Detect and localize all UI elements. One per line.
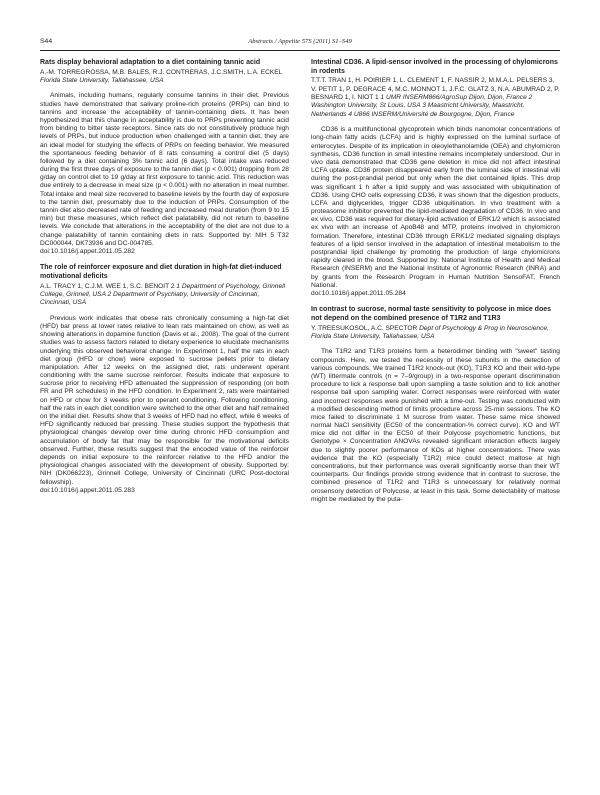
author-list: T.T.T. TRAN 1, H. POIRIER 1, L. CLEMENT 1, F. NASSIR 2, M.M.A.L. PELSERS 3, V. PETIT 1, P. DEGRACE 4, M.C. MONNOT 1, J.F.C. GLATZ 3, N.A. ABUMRAD 2, P. BESNARD 1, I. NIOT 1	[311, 77, 560, 101]
left-column	[40, 59, 289, 503]
doi-link-text[interactable]: doi:10.1016/j.appet.2011.05.284	[311, 289, 406, 297]
abstract-title: The role of reinforcer exposure and diet duration in high-fat diet-induced motivational deficits	[40, 264, 282, 280]
doi-link[interactable]	[311, 290, 560, 298]
abstract-body: Previous work indicates that obese rats chronically consuming a high-fat diet (HFD) bar press at lower rates relative to lean rats maintained on chow, as well as showing alterations in dopamine function (Davis et al., 2008). The goal of the current studies was to assess factors related to dietary experience to elucidate mechanisms underlying this observed behavioral change. In Experiment 1, half the rats in each diet group (HFD or chow) were exposed to sucrose pellets prior to dietary manipulation. After 12 weeks on the assigned diet, rats underwent operant conditioning with the same sucrose reinforcer. Results indicate that exposure to sucrose prior to receiving HFD attenuated the suppression of responding (on both FR and PR schedules) in the HFD condition. In Experiment 2, rats were maintained on HFD or chow for 3 weeks prior to operant conditioning. Following conditioning, half the rats in each diet condition were switched to the other diet and half remained on the initial diet. Results show that 3 weeks of HFD had no effect, while 6 weeks of HFD significantly reduced bar pressing. These studies support the hypothesis that physiological changes develop over time during chronic HFD consumption and accumulation of body fat that may be responsible for the motivational deficits observed. Further, these results suggest that the encoded value of the reinforcer depends on initial exposure to the reinforcer relative to the HFD and/or the physiological changes associated with the development of obesity. Supported by: NIH (DK066223), Grinnell College, University of Cincinnati (URC Post-doctoral fellowship).	[40, 314, 289, 486]
author-list: A.L. TRACY 1, C.J.M. WEE 1, S.C. BENOIT 2	[40, 282, 175, 290]
doi-link-text[interactable]: doi:10.1016/j.appet.2011.05.282	[40, 247, 135, 255]
abstract-tannic-acid	[40, 59, 289, 256]
abstract-high-fat-diet	[40, 264, 289, 495]
abstract-title: Rats display behavioral adaptation to a diet containing tannic acid	[40, 59, 261, 66]
author-affiliation: Florida State University, Tallahassee, USA	[40, 77, 164, 84]
doi-link-text[interactable]: doi:10.1016/j.appet.2011.05.283	[40, 486, 135, 494]
doi-link[interactable]	[40, 487, 289, 495]
abstract-authors	[40, 283, 289, 308]
abstract-title: Intestinal CD36. A lipid-sensor involved in the processing of chylomicrons in rodents	[311, 59, 558, 75]
page-header	[40, 38, 560, 48]
abstract-body: CD36 is a multifunctional glycoprotein which binds nanomolar concentrations of long-chain fatty acids (LCFA) and is highly expressed on the luminal surface of enterocytes. Despite of its implication in oleoylethanolamide (OEA) and chylomicron synthesis, CD36 function in small intestine remains incompletely understood. Our in vivo data demonstrated that CD36 gene deletion in mice did not affect intestinal LCFA uptake. CD36 protein disappeared early from the luminal side of intestinal villi during the post-prandial period but only when the diet contained lipids. This drop was significant 1 h after a lipid supply and was associated with ubiquitination of CD36. Using CHO cells expressing CD36, it was shown that the digestion products, LCFA and diglycerides, trigger CD36 ubiquitination. In vivo treatment with a proteasome inhibitor prevented the lipid-mediated degradation of CD36. In vivo and ex vivo, CD36 was required for dietary-lipid activation of ERK1/2 which is associated ex vivo with an increase of ApoB48 and MTP, proteins involved in chylomicron formation. Therefore, intestinal CD36 through ERK1/2 mediated signaling displays features of a lipid sensor involved in the adaptation of intestinal metabolism to the postprandial lipid challenge by promoting the production of large chylomicrons rapidly cleared in the blood. Supported by: National Institute of Health and Medical Research (INSERM) and the National Institute of Agronomic Research (INRA) and by grants from the Research Program in Human Nutrition SensoFAT, French National.	[311, 126, 560, 289]
author-affiliation: 1 UMR INSERM866/AgroSup Dijon, Dijon, France 2 Washington University, St Louis, USA 3 Maastricht University, Maastricht, Netherlands 4 U866 INSERM/Université de Bourgogne, Dijon, France	[311, 94, 533, 118]
abstract-authors	[311, 77, 560, 119]
author-list: A.-M. TORREGROSSA, M.B. BALES, R.J. CONTRERAS, J.C.SMITH, L.A. ECKEL	[40, 68, 283, 76]
abstract-authors	[40, 69, 289, 86]
header-rule	[40, 50, 560, 51]
author-affiliation: 1 Department of Psychology, Grinnell College, Grinnell, USA 2 Department of Psychiatry, University of Cincinnati, Cincinnati, USA	[40, 282, 286, 307]
abstract-authors	[311, 325, 560, 342]
right-column	[311, 59, 560, 512]
abstract-body: The T1R2 and T1R3 proteins form a heterodimer binding with "sweet" tasting compounds. Here, we tested the necessity of these subunits in the detection of various compounds. We trained T1R2 knock-out (KO), T1R3 KO and their wild-type (WT) littermate controls (n = 7–9/group) in a two-response operant discrimination procedure to lick a response ball upon sampling a taste solution and to lick another response ball upon sampling water. Correct responses were reinforced with water and incorrect responses were punished with a time-out. Testing was conducted with a modified descending method of limits procedure across 25-min sessions. The KO mice failed to discriminate 1 M sucrose from water. These same mice showed normal NaCl sensitivity (EC50 of the concentration-% correct curve). KO and WT mice did not differ in the EC50 of their Polycose psychometric functions, but Genotype × Concentration ANOVAs revealed significant interaction effects largely due to slightly poorer performance of KOs at higher concentrations. There was evidence that the KO (especially T1R2) mice could detect maltose at high concentrations, but their performance was overall significantly worse than their WT counterparts. Our findings provide strong evidence that in contrast to sucrose, the combined presence of T1R2 and T1R3 is unnecessary for relatively normal orosensory detection of Polycose, at least in this task. Some detectability of maltose might be mediated by the puta-	[311, 348, 560, 503]
abstract-body: Animals, including humans, regularly consume tannins in their diet. Previous studies have demonstrated that salivary proline-rich proteins (PRPs) can bind to tannins and increase the acceptability of tannin-containing diets. It has been hypothesized that this change in acceptability is due to PRPs preventing tannic acid from binding to bitter taste receptors. Since rats do not constitutively produce high levels of PRPs, but induce production when challenged with a tannin diet, they are an ideal model for studying the effects of PRPs on feeding behavior. We measured the spontaneous feeding behavior of 8 rats consuming a control diet (5 days) followed by a diet containing 3% tannic acid (6 days). Total intake was reduced during the first three days of exposure to the tannin diet (p < 0.001) dropping from 28 g/day on control diet to 19 g/day at first exposure to tannic acid. This reduction was due entirely to a decrease in meal size (p < 0.001) with no alteration in meal number. Total intake and meal size recovered to baseline levels by the fourth day of exposure to the tannin diet, presumably due to the induction of PRPs. Consumption of the tannin diet also decreased rate of feeding and increased meal duration (from 9 to 15 min) but these measures, which reflect diet palatability, did not return to baseline levels. We conclude that alterations in the acceptability of the diet are not due to a change palatability of tannin containing diets in rats. Supported by: NIH 5 T32 DC000044, DK73936 and DC-004785.	[40, 92, 289, 247]
journal-reference: Abstracts / Appetite 57S (2011) S1–S49	[248, 38, 352, 45]
abstract-polycose-taste	[311, 306, 560, 504]
author-affiliation: Dept of Psychology & Prog in Neuroscience, Florida State University, Tallahassee, USA	[311, 324, 549, 340]
doi-link[interactable]	[40, 248, 289, 256]
abstract-title: In contrast to sucrose, normal taste sensitivity to polycose in mice does not depend on the combined presence of T1R2 and T1R3	[311, 306, 552, 322]
page-number: S44	[40, 38, 53, 45]
abstract-intestinal-cd36	[311, 59, 560, 298]
author-list: Y. TREESUKOSOL, A.C. SPECTOR	[311, 324, 418, 332]
